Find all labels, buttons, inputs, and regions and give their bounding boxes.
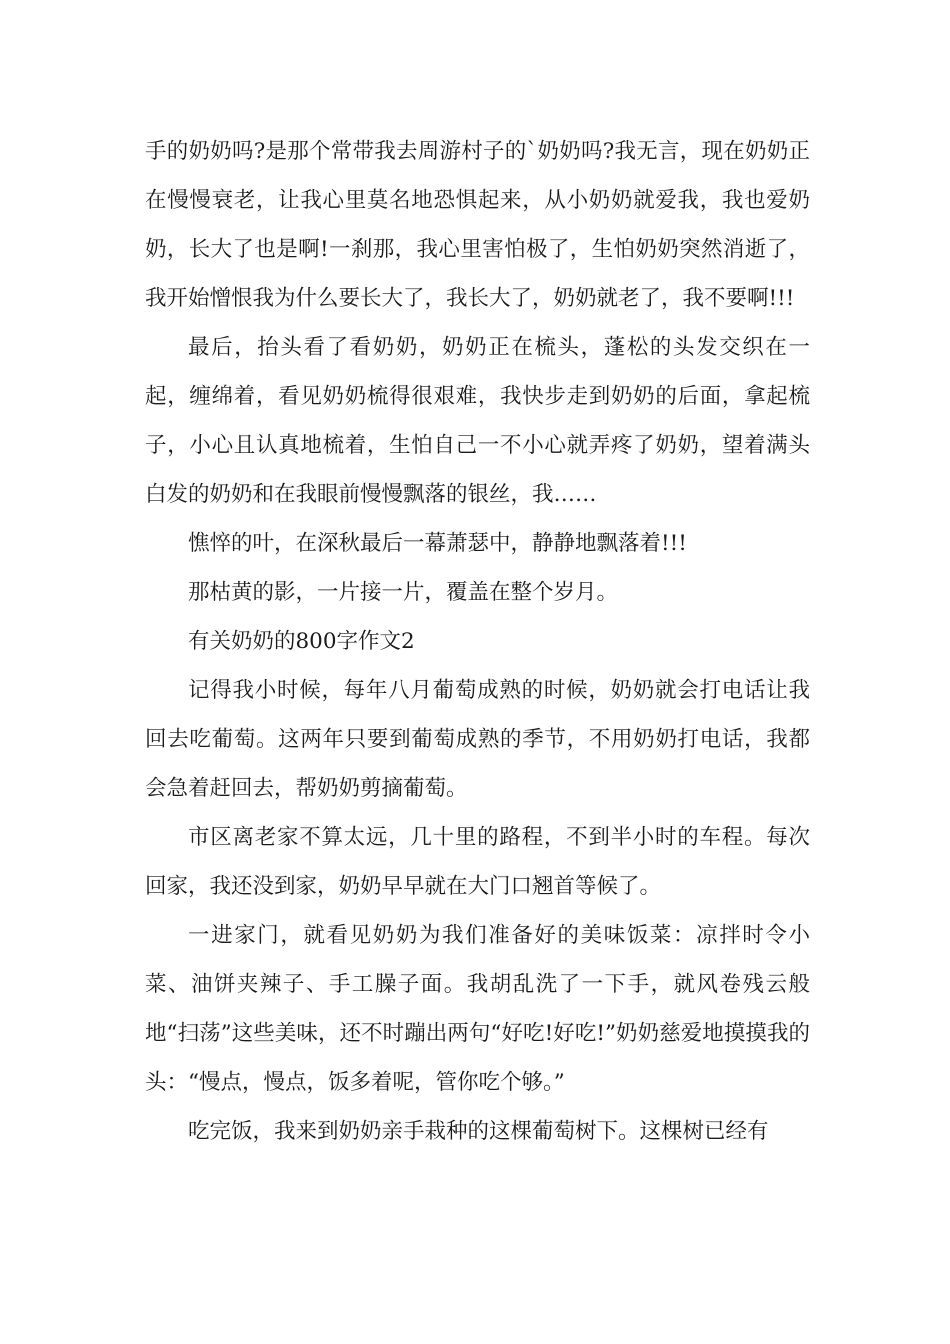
paragraph-truncated: 吃完饭，我来到奶奶亲手栽种的这棵葡萄树下。这棵树已经有 [188,1119,769,1144]
section-heading: 有关奶奶的800字作文2 [188,629,415,654]
paragraph: 憔悴的叶，在深秋最后一幕萧瑟中，静静地飘落着!!! [188,531,687,556]
paragraph: 记得我小时候，每年八月葡萄成熟的时候，奶奶就会打电话让我回去吃葡萄。这两年只要到葡萄成熟的季节，不用奶奶打电话，我都会急着赶回去，帮奶奶剪摘葡萄。 [145,678,810,801]
paragraph: 市区离老家不算太远，几十里的路程，不到半小时的车程。每次回家，我还没到家，奶奶早早就在大门口翘首等候了。 [145,825,810,899]
document-body [145,127,810,1156]
paragraph: 一进家门，就看见奶奶为我们准备好的美味饭菜：凉拌时令小菜、油饼夹辣子、手工臊子面。我胡乱洗了一下手，就风卷残云般地“扫荡”这些美味，还不时蹦出两句“好吃!好吃!”奶奶慈爱地摸摸我的头：“慢点，慢点，饭多着呢，管你吃个够。” [145,923,810,1095]
paragraph: 最后，抬头看了看奶奶，奶奶正在梳头，蓬松的头发交织在一起，缠绵着，看见奶奶梳得很艰难，我快步走到奶奶的后面，拿起梳子，小心且认真地梳着，生怕自己一不小心就弄疼了奶奶，望着满头白发的奶奶和在我眼前慢慢飘落的银丝，我…… [145,335,810,507]
paragraph-continuation: 手的奶奶吗?是那个常带我去周游村子的`奶奶吗?我无言，现在奶奶正在慢慢衰老，让我心里莫名地恐惧起来，从小奶奶就爱我，我也爱奶奶，长大了也是啊!一刹那，我心里害怕极了，生怕奶奶突然消逝了，我开始憎恨我为什么要长大了，我长大了，奶奶就老了，我不要啊!!! [145,139,810,311]
paragraph: 那枯黄的影，一片接一片，覆盖在整个岁月。 [188,580,619,605]
